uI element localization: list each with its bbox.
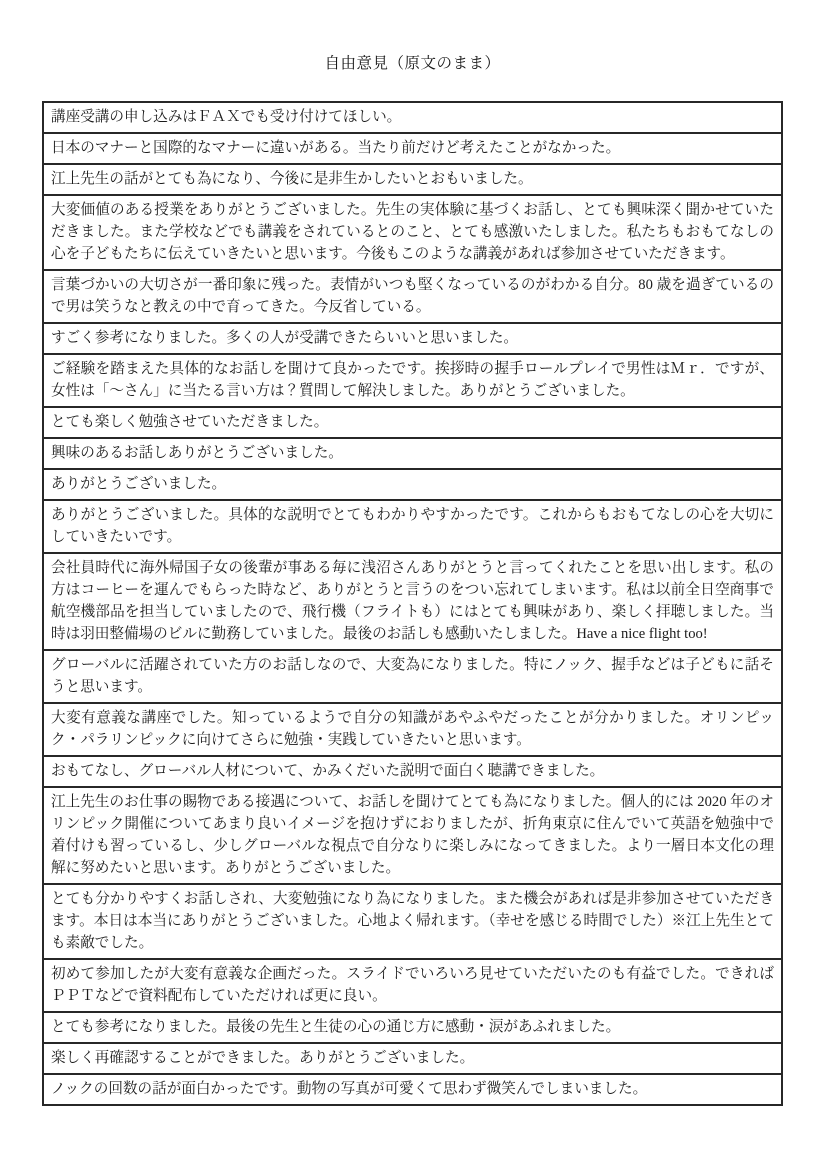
table-row [43, 703, 782, 756]
table-row [43, 270, 782, 323]
comment-text: 会社員時代に海外帰国子女の後輩が事ある毎に浅沼さんありがとうと言ってくれたことを思い出します。私の方はコーヒーを運んでもらった時など、ありがとうと言うのをつい忘れてしまいます。私は以前全日空商事で航空機部品を担当していましたので、飛行機（フライトも）にはとても興味があり、楽しく拝聴しました。当時は羽田整備場のビルに勤務していました。最後のお話しも感動いたしました。Have a nice flight too! [43, 553, 782, 650]
table-row [43, 133, 782, 164]
table-row [43, 1012, 782, 1043]
comment-text: とても楽しく勉強させていただきました。 [43, 407, 782, 438]
table-row [43, 407, 782, 438]
table-row [43, 469, 782, 500]
comment-text: すごく参考になりました。多くの人が受講できたらいいと思いました。 [43, 323, 782, 354]
table-row [43, 756, 782, 787]
comment-text: 初めて参加したが大変有意義な企画だった。スライドでいろいろ見せていただいたのも有益でした。できればＰＰＴなどで資料配布していただければ更に良い。 [43, 959, 782, 1012]
comment-text: 講座受講の申し込みはＦＡＸでも受け付けてほしい。 [43, 102, 782, 133]
free-comments-table [42, 101, 783, 1106]
comment-text: とても参考になりました。最後の先生と生徒の心の通じ方に感動・涙があふれました。 [43, 1012, 782, 1043]
table-row [43, 195, 782, 270]
comment-text: 興味のあるお話しありがとうございました。 [43, 438, 782, 469]
comment-text: 大変有意義な講座でした。知っているようで自分の知識があやふやだったことが分かりました。オリンピック・パラリンピックに向けてさらに勉強・実践していきたいと思います。 [43, 703, 782, 756]
table-row [43, 323, 782, 354]
table-row [43, 1074, 782, 1105]
table-row [43, 959, 782, 1012]
table-row [43, 164, 782, 195]
comments-table-body [43, 102, 782, 1105]
table-row [43, 354, 782, 407]
page-title: 自由意見（原文のまま） [324, 55, 501, 72]
comment-text: ノックの回数の話が面白かったです。動物の写真が可愛くて思わず微笑んでしまいました。 [43, 1074, 782, 1105]
comment-text: 大変価値のある授業をありがとうございました。先生の実体験に基づくお話し、とても興味深く聞かせていただきました。また学校などでも講義をされているとのこと、とても感激いたしました。私たちもおもてなしの心を子どもたちに伝えていきたいと思います。今後もこのような講義があれば参加させていただきます。 [43, 195, 782, 270]
table-row [43, 500, 782, 553]
table-row [43, 1043, 782, 1074]
table-row [43, 884, 782, 959]
comment-text: 江上先生の話がとても為になり、今後に是非生かしたいとおもいました。 [43, 164, 782, 195]
table-row [43, 787, 782, 884]
comment-text: とても分かりやすくお話しされ、大変勉強になり為になりました。また機会があれば是非参加させていただきます。本日は本当にありがとうございました。心地よく帰れます。（幸せを感じる時間でした）※江上先生とても素敵でした。 [43, 884, 782, 959]
comment-text: 江上先生のお仕事の賜物である接遇について、お話しを聞けてとても為になりました。個人的には 2020 年のオリンピック開催についてあまり良いイメージを抱けずにおりましたが、折角東京に住んでいて英語を勉強中で着付けも習っているし、少しグローバルな視点で自分なりに楽しみになってきました。より一層日本文化の理解に努めたいと思います。ありがとうございました。 [43, 787, 782, 884]
comment-text: 言葉づかいの大切さが一番印象に残った。表情がいつも堅くなっているのがわかる自分。80 歳を過ぎているので男は笑うなと教えの中で育ってきた。今反省している。 [43, 270, 782, 323]
table-row [43, 650, 782, 703]
comment-text: ありがとうございました。具体的な説明でとてもわかりやすかったです。これからもおもてなしの心を大切にしていきたいです。 [43, 500, 782, 553]
comment-text: ありがとうございました。 [43, 469, 782, 500]
comment-text: ご経験を踏まえた具体的なお話しを聞けて良かったです。挨拶時の握手ロールプレイで男性はＭｒ．ですが、女性は「〜さん」に当たる言い方は？質問して解決しました。ありがとうございました。 [43, 354, 782, 407]
table-row [43, 102, 782, 133]
comment-text: 日本のマナーと国際的なマナーに違いがある。当たり前だけど考えたことがなかった。 [43, 133, 782, 164]
comment-text: グローバルに活躍されていた方のお話しなので、大変為になりました。特にノック、握手などは子どもに話そうと思います。 [43, 650, 782, 703]
comment-text: おもてなし、グローバル人材について、かみくだいた説明で面白く聴講できました。 [43, 756, 782, 787]
table-row [43, 438, 782, 469]
table-row [43, 553, 782, 650]
comment-text: 楽しく再確認することができました。ありがとうございました。 [43, 1043, 782, 1074]
